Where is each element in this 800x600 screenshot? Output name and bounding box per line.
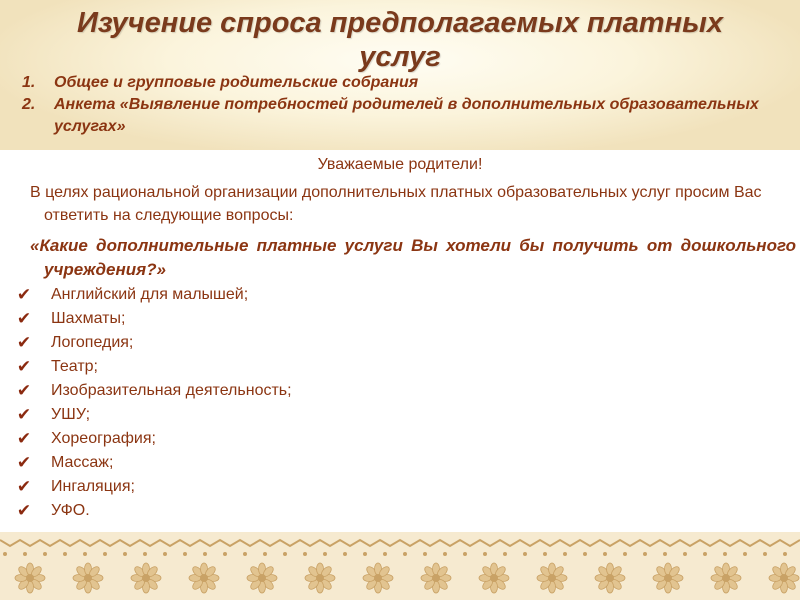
dot-ornament: [623, 552, 627, 556]
numbered-item: [22, 72, 782, 94]
dot-ornament: [23, 552, 27, 556]
option-label: Театр;: [51, 358, 98, 375]
dot-ornament: [223, 552, 227, 556]
dot-ornament: [183, 552, 187, 556]
dot-ornament: [523, 552, 527, 556]
dot-ornament: [463, 552, 467, 556]
dot-ornament: [723, 552, 727, 556]
option-label: Шахматы;: [51, 310, 126, 327]
option-item: [14, 451, 292, 475]
option-item: [14, 283, 292, 307]
checkmark-icon: ✔: [16, 453, 32, 472]
checkmark-icon: ✔: [16, 429, 32, 448]
dot-ornament: [703, 552, 707, 556]
flower-ornament-icon: [73, 563, 103, 593]
option-item: [14, 307, 292, 331]
options-checklist: [14, 283, 292, 523]
dot-ornament: [783, 552, 787, 556]
option-label: УШУ;: [51, 406, 91, 423]
dot-ornament: [443, 552, 447, 556]
zigzag-ornament: [0, 540, 800, 546]
dot-ornament: [543, 552, 547, 556]
dot-ornament: [103, 552, 107, 556]
dot-ornament: [363, 552, 367, 556]
flower-ornament-icon: [131, 563, 161, 593]
option-item: [14, 499, 292, 523]
option-label: Изобразительная деятельность;: [51, 382, 292, 399]
dot-ornament: [203, 552, 207, 556]
flower-ornament-icon: [189, 563, 219, 593]
option-label: Ингаляция;: [51, 478, 135, 495]
dot-ornament: [83, 552, 87, 556]
flower-ornament-icon: [711, 563, 741, 593]
dot-ornament: [383, 552, 387, 556]
dot-ornament: [763, 552, 767, 556]
dot-ornament: [303, 552, 307, 556]
greeting: Уважаемые родители!: [317, 156, 483, 173]
option-label: Массаж;: [51, 454, 114, 471]
intro-paragraph: В целях рациональной организации дополнительных платных образовательных услуг просим Вас ответить на следующие вопросы:: [30, 184, 762, 224]
dot-ornament: [3, 552, 7, 556]
dot-ornament: [63, 552, 67, 556]
dot-ornament: [323, 552, 327, 556]
checkmark-icon: ✔: [16, 309, 32, 328]
option-item: [14, 379, 292, 403]
dot-ornament: [243, 552, 247, 556]
checkmark-icon: ✔: [16, 477, 32, 496]
option-item: [14, 355, 292, 379]
flower-ornament-icon: [247, 563, 277, 593]
flower-ornament-icon: [769, 563, 799, 593]
dot-ornament: [663, 552, 667, 556]
checkmark-icon: ✔: [16, 381, 32, 400]
slide-title-line1: Изучение спроса предполагаемых платных: [77, 7, 723, 39]
checkmark-icon: ✔: [16, 333, 32, 352]
option-label: Логопедия;: [51, 334, 134, 351]
flower-ornament-icon: [595, 563, 625, 593]
flower-ornament-icon: [479, 563, 509, 593]
numbered-list: [22, 72, 782, 138]
flower-ornament-icon: [421, 563, 451, 593]
dot-ornament: [163, 552, 167, 556]
option-label: Английский для малышей;: [51, 286, 249, 303]
option-item: [14, 475, 292, 499]
dot-ornament: [263, 552, 267, 556]
dot-ornament: [403, 552, 407, 556]
checkmark-icon: ✔: [16, 285, 32, 304]
option-label: Хореография;: [51, 430, 156, 447]
item-text: Общее и групповые родительские собрания: [54, 74, 419, 91]
checkmark-icon: ✔: [16, 357, 32, 376]
dot-ornament: [743, 552, 747, 556]
flower-ornament-icon: [15, 563, 45, 593]
option-item: [14, 427, 292, 451]
dot-ornament: [43, 552, 47, 556]
dot-ornament: [283, 552, 287, 556]
item-text: Анкета «Выявление потребностей родителей в дополнительных образовательных услугах»: [54, 96, 759, 135]
survey-question: «Какие дополнительные платные услуги Вы хотели бы получить от дошкольного учреждения?»: [30, 236, 796, 279]
dot-ornament: [123, 552, 127, 556]
option-item: [14, 331, 292, 355]
item-number: 2.: [22, 96, 36, 113]
option-label: УФО.: [51, 502, 90, 519]
item-number: 1.: [22, 74, 36, 91]
numbered-item: [22, 94, 782, 138]
slide-title: [0, 6, 800, 74]
dot-ornament: [143, 552, 147, 556]
dot-ornament: [643, 552, 647, 556]
flower-ornament-icon: [363, 563, 393, 593]
dot-ornament: [683, 552, 687, 556]
dot-ornament: [423, 552, 427, 556]
checkmark-icon: ✔: [16, 501, 32, 520]
slide-title-line2: услуг: [359, 41, 441, 73]
ornament-border: [0, 532, 800, 600]
dot-ornament: [343, 552, 347, 556]
ornament-pattern: [0, 532, 800, 600]
dot-ornament: [583, 552, 587, 556]
option-item: [14, 403, 292, 427]
dot-ornament: [563, 552, 567, 556]
checkmark-icon: ✔: [16, 405, 32, 424]
dot-ornament: [603, 552, 607, 556]
dot-ornament: [503, 552, 507, 556]
dot-ornament: [483, 552, 487, 556]
flower-ornament-icon: [305, 563, 335, 593]
flower-ornament-icon: [537, 563, 567, 593]
flower-ornament-icon: [653, 563, 683, 593]
